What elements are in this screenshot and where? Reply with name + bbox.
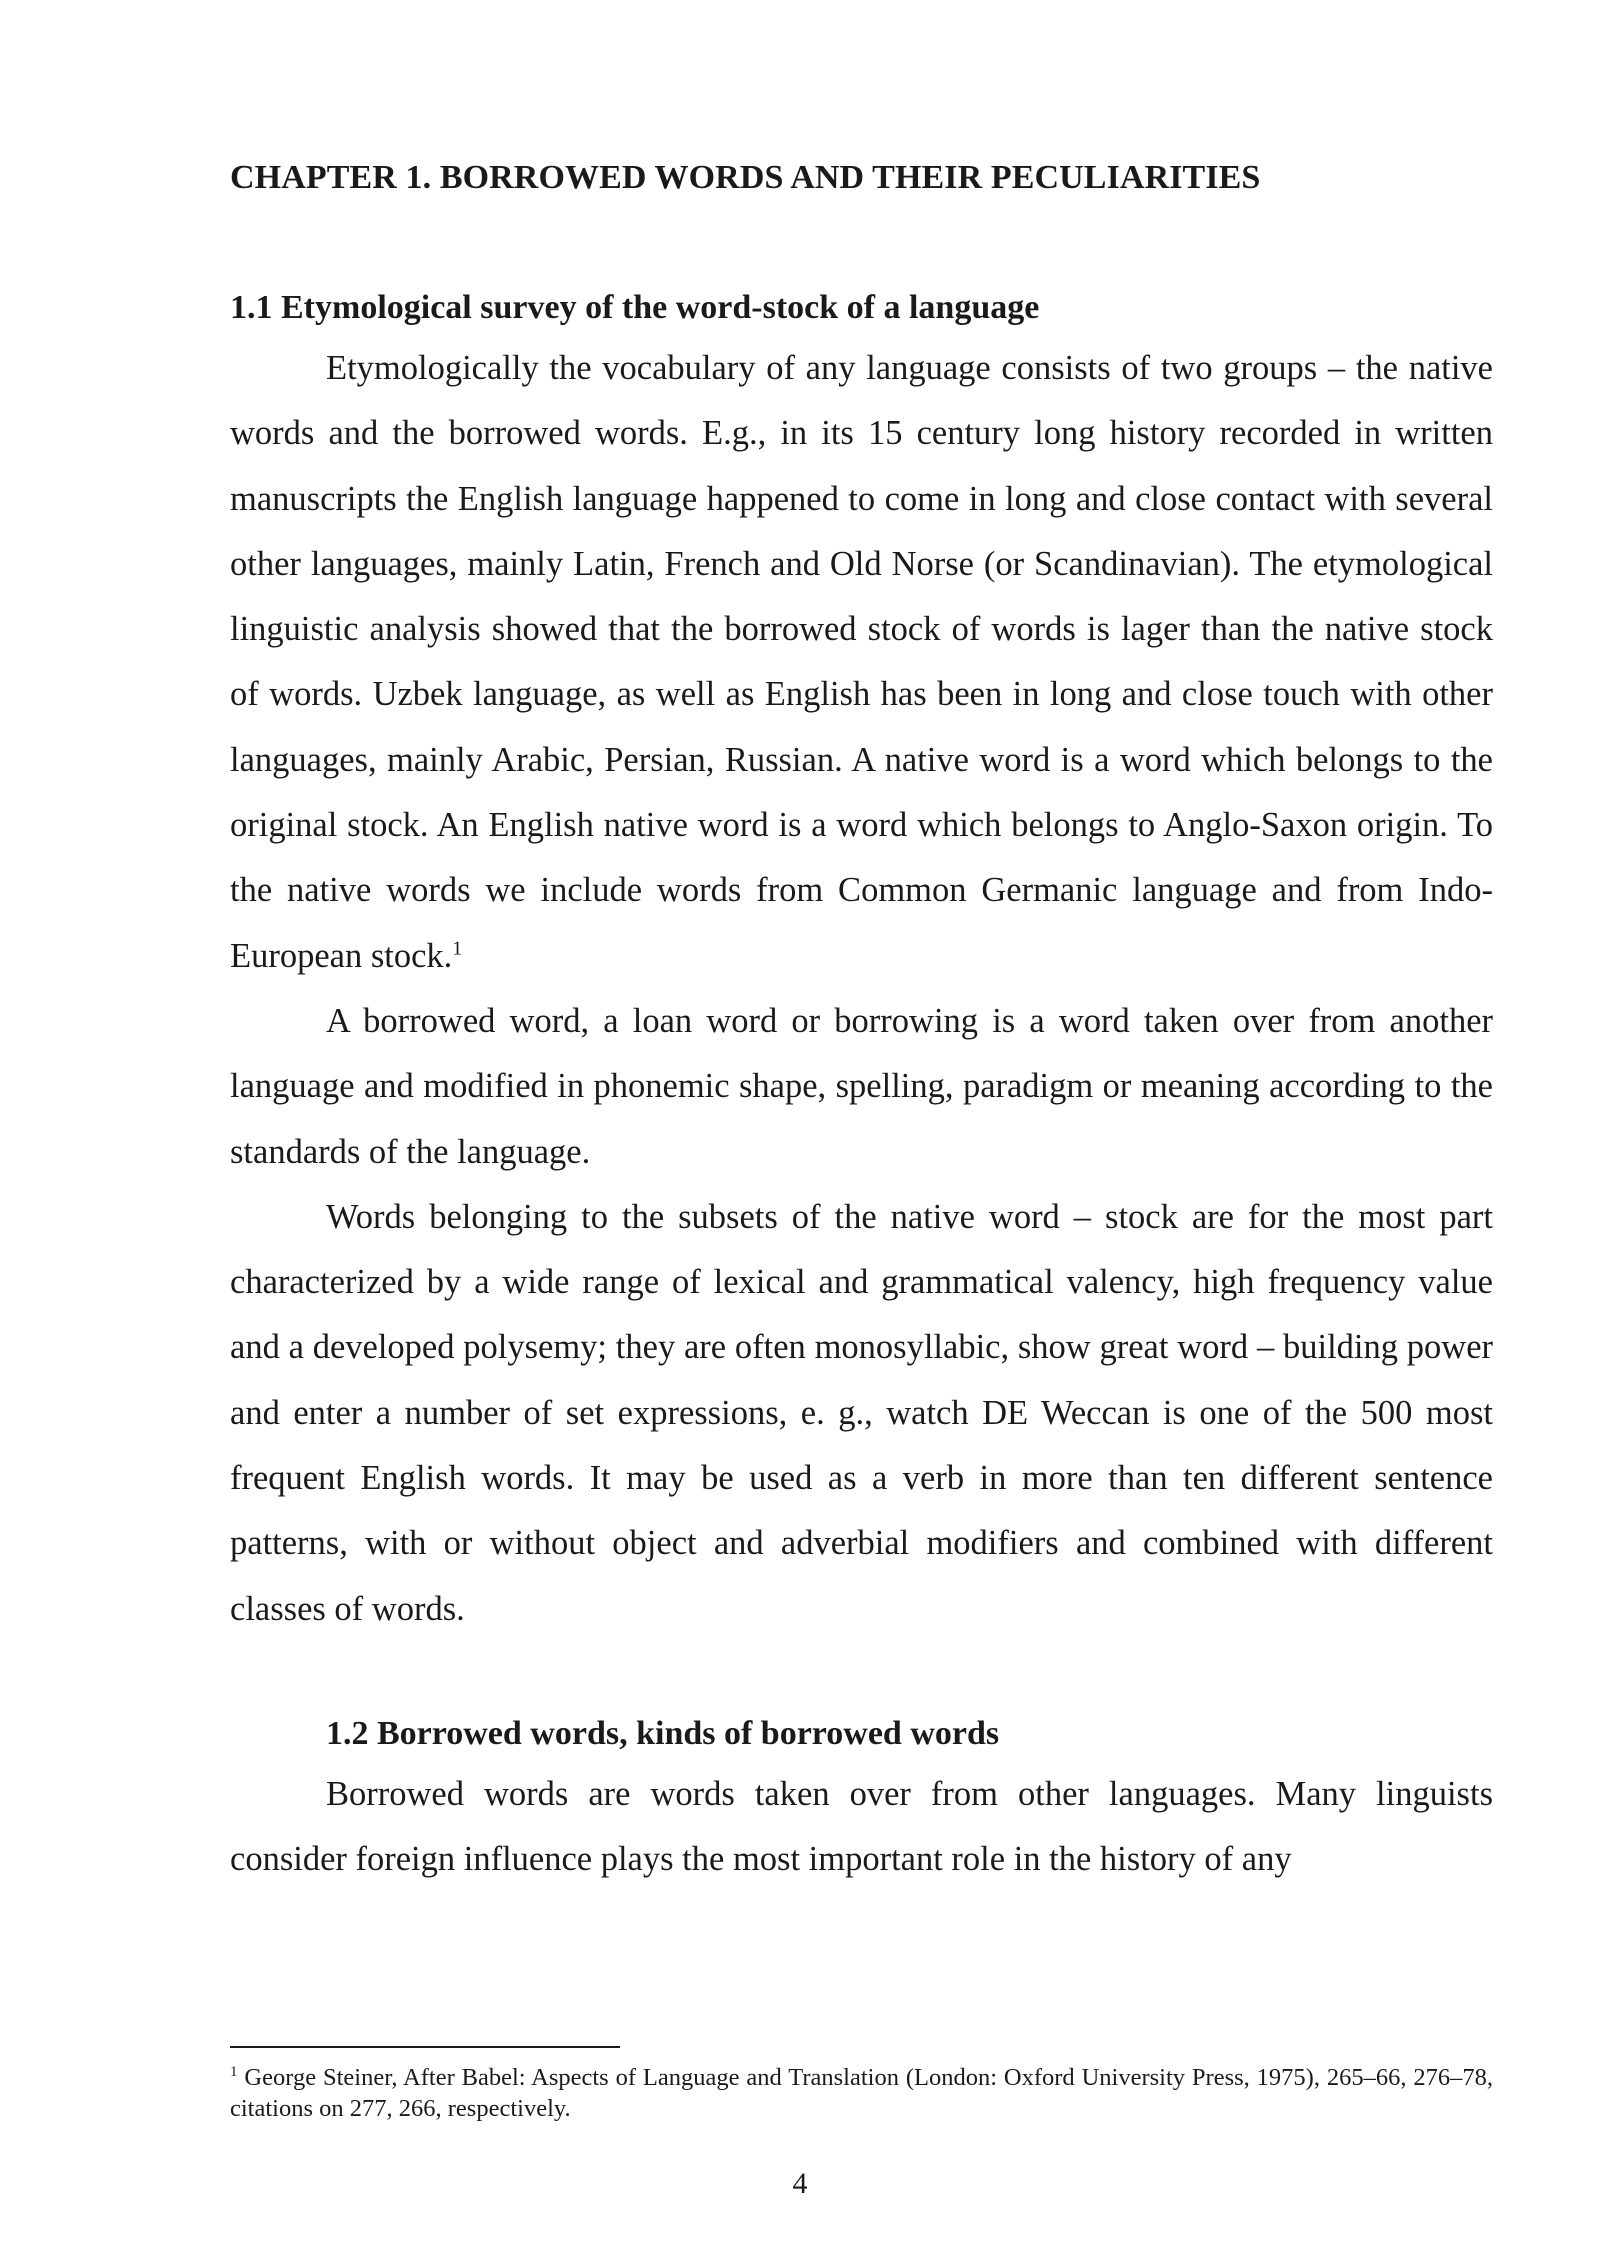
section-1-2-title: 1.2 Borrowed words, kinds of borrowed words bbox=[326, 1714, 1000, 1752]
footnote-text: George Steiner, After Babel: Aspects of Language and Translation (London: Oxford University Press, 1975), 265–66, 276–78, citations on 277, 266, respectively. bbox=[230, 2064, 1493, 2122]
chapter-title: CHAPTER 1. BORROWED WORDS AND THEIR PECULIARITIES bbox=[230, 159, 1261, 196]
paragraph-text: Etymologically the vocabulary of any language consists of two groups – the native words and the borrowed words. E.g., in its 15 century long history recorded in written manuscripts the English language happened to come in long and close contact with several other languages, mainly Latin, French and Old Norse (or Scandinavian). The etymological linguistic analysis showed that the borrowed stock of words is lager than the native stock of words. Uzbek language, as well as English has been in long and close touch with other languages, mainly Arabic, Persian, Russian. A native word is a word which belongs to the original stock. An English native word is a word which belongs to Anglo-Saxon origin. To the native words we include words from Common Germanic language and from Indo-European stock. bbox=[230, 349, 1493, 975]
section-1-1-title: 1.1 Etymological survey of the word-stock of a language bbox=[230, 289, 1040, 326]
section-1-1-paragraph-2: A borrowed word, a loan word or borrowing is a word taken over from another language and modified in phonemic shape, spelling, paradigm or meaning according to the standards of the language. bbox=[230, 1001, 1493, 1171]
page-number: 4 bbox=[792, 2167, 808, 2200]
page-body bbox=[230, 150, 1493, 1893]
footnote-separator bbox=[230, 2046, 620, 2048]
section-1-1-paragraph-1 bbox=[230, 336, 1493, 989]
section-1-1-paragraph-3: Words belonging to the subsets of the native word – stock are for the most part characterized by a wide range of lexical and grammatical valency, high frequency value and a developed polysemy; they are often monosyllabic, show great word – building power and enter a number of set expressions, e. g., watch DE Weccan is one of the 500 most frequent English words. It may be used as a verb in more than ten different sentence patterns, with or without object and adverbial modifiers and combined with different classes of words. bbox=[230, 1197, 1493, 1628]
footnote-marker: 1 bbox=[230, 2063, 238, 2080]
footnote-reference: 1 bbox=[452, 937, 463, 960]
footnote bbox=[230, 2062, 1493, 2124]
section-1-2-paragraph-1: Borrowed words are words taken over from other languages. Many linguists consider foreign influence plays the most important role in the history of any bbox=[230, 1774, 1493, 1879]
